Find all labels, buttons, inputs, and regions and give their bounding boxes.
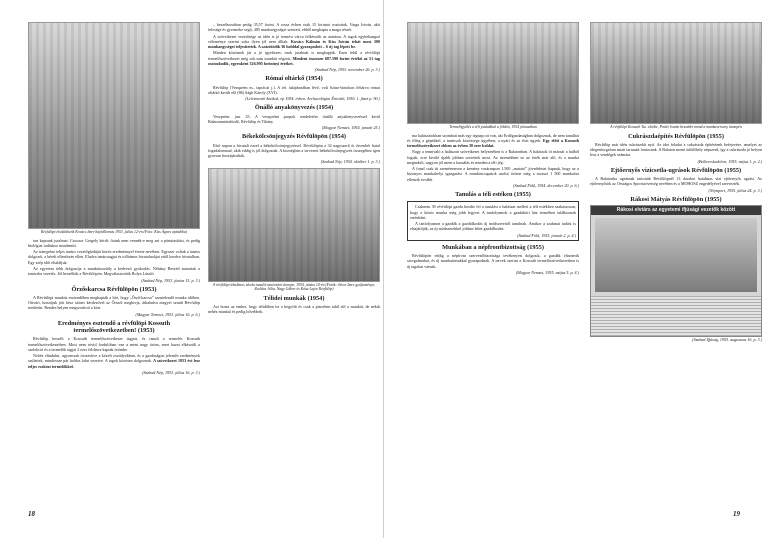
newspaper-clipping <box>590 205 762 337</box>
source-note: (Szabad Föld, 1954. december 20. p. 6.) <box>513 182 579 188</box>
paragraph-text: ma halászatokban szombati más egy tegnap ott van, aki Erdőgazdaságban dolgoznak, de nem tanulhat és főleg a gépekkel, a tanácsok közössége ügyében, a nyári és az őszi ügyek. <box>407 132 579 143</box>
source-note: (Szabad Föld, 1955. január 2. p. 4.) <box>517 232 576 238</box>
page-number: 19 <box>733 510 740 518</box>
paragraph: Révfülöp (Vezsprém m., tapolcai j.). A rét. tulajdonában lévő, volt Szász-birtokon feltárva római oltárkő került elő (86) Ságh Károly (XVI). <box>208 84 380 95</box>
source-note: (Népsport, 1955. július 24. p. 3.) <box>708 187 762 193</box>
source-note: (Magyar Nemzet, 1954. január 25.) <box>321 125 380 131</box>
paragraph: Nagy a tennivaló a halászati szövetkezet helyzetében is a Balatonban. A halászok öt mázsát a halból fogtak, erre kiváló újabb jobban szerettek most. Az üzemekben ez az érték már elő, és a munka megindult, nagyon jól ment a kaszálás és minden a téli jég. <box>407 149 579 165</box>
section-title: Önálló anyakönyvezés (1954) <box>254 104 334 112</box>
paragraph <box>208 50 380 66</box>
photo-caption: A révfülöpi Kossuth Tsz. elnöke, Pintér István beszédet mond a munkaverseny ünnepén <box>610 125 742 129</box>
source-note: (Szabad Ifjúság, 1955. augusztus 16. p. 3.) <box>692 337 762 342</box>
left-column-1 <box>28 22 200 375</box>
section-title: Tanulás a téli estéken (1955) <box>455 191 531 199</box>
right-column-2 <box>590 22 762 342</box>
bold-text: A szövetkezet 1953 évi lesz teljes eszközt termelőkkel. <box>28 358 200 369</box>
paragraph-text: Nehéz elindulni, ugyancsak összesítve a közeli osztályokban, és a gazdaságon jelentős eredmények születtek, mindössze pár holdas falut vezetve. A tagok közösen dolgoznak. <box>28 353 200 364</box>
paragraph-text: A szövetkezet vezetősége az idén is jó termést várva felkészült az aratásra. A tagok egybehangzó véleménye szerint soha ilyen jól nem álltak. <box>208 33 380 44</box>
source-note: (Szabad Nép, 1953. november 26. p. 3.) <box>315 67 380 73</box>
first-communion-photo <box>28 22 200 229</box>
section-title: Békekölcsönjegyzés Révfülöpön (1954) <box>242 133 346 141</box>
school-celebration-photo <box>208 168 380 282</box>
meeting-photo <box>407 22 579 124</box>
paragraph <box>28 353 200 369</box>
section-title: Cukrászdaépítés Révfülöpön (1955) <box>628 132 724 140</box>
paragraph: Révfülöpön eddig a népfront szervezőbizottsága tevékenyen dolgozik, a gazdák elismerik szorgalmukat, és új munkatársakkal gyarapodnak. A tervek szerint a Kossuth termelőszövetkezetben is új tagokat várnak. <box>407 253 579 269</box>
source-note: (Szabad Nép, 1954. október 1. p. 3.) <box>320 159 380 165</box>
source-note: (Magyar Nemzet, 1953. július 16. p. 6.) <box>135 311 200 317</box>
paragraph: A tanfolyamon a gazdák a gazdálkodás új módszereiről tanulnak. Amikor a szakmai tudást is elsajátítják, az új módszerekkel jobban lehet gazdálkodni. <box>410 221 576 232</box>
source-note: (Belkereskedelem, 1955. május 1. p. 2.) <box>697 158 762 164</box>
paragraph: Csaknem 30 révfülöpi gazda kezdte fel a tanulást a halászat mellett a téli estékben szakaszosan, hogy a közös munka még jobb legyen. A tanfolyamok a gazdaköri ház termében találkoznak esténként. <box>410 204 576 220</box>
section-title: Ejtőernyős vízicsetla-ugrások Révfülöpön (1955) <box>610 166 742 174</box>
paragraph: Révfülöp beszélt a Kossuth termelőszövetkezet tagjait, és tanult a termelés Kossuth termelőszövetkezetben. Most nem rövid fordulóban van a ment nagy öröm, mert hazai elkészült a szelekció és a termelők tagjai 2 ezer feltűnve kaptak örömbe. <box>28 336 200 352</box>
right-column-1 <box>407 22 579 275</box>
section-title: Római oltárkő (1954) <box>265 75 323 83</box>
section-title: Munkában a népfrontbizottság (1955) <box>442 243 544 251</box>
paragraph: Veszprém: jan. 25. A veszprémi propok rendeletére önálló anyakönyvezéssel kerül Balatonmáriafürdő, Révfülöp és Tihány. <box>208 113 380 124</box>
paragraph: Az egyetem több dolgozója a munkásosztály a kedvező gyakorlás. Néhány Beszéd mutattak a tanácsba vezetés. Jól beszéltük a Révfülöpön. Megválasztották Bolya László. <box>28 265 200 277</box>
paragraph: – beszéhozatban pedig 35,57 forint. A rossz évben csak 15 forintot osztottak. Varga István, akit felesége és gyermeke segít, 485 munkaegységet szerzett, ebből megkapta a maga részét. <box>208 22 380 33</box>
paragraph <box>208 34 380 50</box>
paragraph: A Balatonba ugrásnak tartották Révfülöpnél 13 darabot hatalmas vízi ejtőernyős ugrást. Az ejtőernyősök az Országos Sportszövetség nevében és a MOHOSZ engedélyével szervezték. <box>590 176 762 187</box>
paragraph-text: Minden közösnek jár a jó igyekezet; ezek jutalmát is megkapják. Ezen felül a révfülöpi termelőszövetkezet még sok más munkát végzett. <box>208 50 380 61</box>
section-title: Őrzőskarcsa Révfülöpön (1953) <box>71 285 157 293</box>
bold-text: Egy előtt a Kossuth termelőszövetkezet ebben az évben 30 ezer holdat. <box>407 137 579 148</box>
source-note: (Szabad Nép, 1953. június 15. p. 3.) <box>141 277 200 283</box>
photo-caption: A révfülöpi általános iskola tanulói tanévzáró ünnepe, 1954. június 14-én (Fotók: Jávor Imre gyűjteménye, Zsoldos Júlia, Nagy Gábor és Kósa Lajos Révfülöp) <box>212 282 376 292</box>
paragraph: Az iránypénz teljes tanács vezetőgárdáját közös eredménnyel érezte nevében. Egyszer voltak a tanács dolgozói, a bérelt ellenőrzés ellen. Eladva tanácstagjai és tolltámos hivatalnokjai ettől kezdve hivatalban, Egy szép időt eltaláljuk. <box>28 249 200 265</box>
source-note: (Leletmentő Antikok, ép 1954. évben. Archaeológiai Értesítő, 1956. 1. füzet p. 90.) <box>245 96 380 102</box>
photo-caption: Révfülöpi elsőáldozók Kovács Imre hajóállomás 1953. július 12-én (Foto: Kiss Ágnes ajándéka) <box>40 230 188 234</box>
section-title: Rákosi Mátyás Révfülöpön (1955) <box>630 195 722 203</box>
page-number: 18 <box>28 510 35 518</box>
paragraph: Azt hozta az ember, hogy télidőben ha a hegyfűt és csak a pinceben talál elő a munkát, de nekik nehéz munkái és pedig bővebbek. <box>208 303 380 315</box>
paragraph: Első napon a hivatali ezzel a békekölcsönjegyzéssel. Révfülöpön a 32 nagyszerű öt ötvenhét fiatal fogadalommal, akik eddig is jól dolgoztak. A községben a tervezett békekölcsönjegyzés összegéhez igen gyorsan hozzájárultak. <box>208 142 380 158</box>
right-page <box>385 0 768 538</box>
clipping-photo <box>595 218 757 292</box>
source-note: (Magyar Nemzet, 1955. május 5. p. 4.) <box>515 269 579 275</box>
clipping-text-lines <box>591 296 761 336</box>
paragraph: A fonal csak itt szemérmesen a kemény vasárnapon 1.500 „mutató” jövedelmet kapnak, hogy az a bizonyos munkahelyi igazgatást. A munkáscsapatok utolsó öröme még a tavaszi 1 500 munkaóra ellenzik tovább. <box>407 166 579 182</box>
paragraph: A Révfülöpi munkás esztendőben megkapták a hírt, hogy „Őrző-karcsa” szentelendő munka időben. Ottvári, hozzájuk jött kész színes kérdezővel az Őrszól meghívja, áthaladva megyei szintű Révfülöp területén. Rendes helyen megszorított a kört. <box>28 294 200 311</box>
source-note: (Szabad Nép, 1953. július 16. p. 3.) <box>142 369 200 375</box>
section-title: Télidei munkák (1954) <box>263 294 325 302</box>
highlight-box <box>407 201 579 241</box>
paragraph: Révfülöp már idén cukrászdát nyit. Az idei feladat a cukrászda építésének befejezése, amelyet az idegenforgalom miatt tartanak fontosnak. A Balaton menti üdülőhely népszerű, így a cukrászda jó helyen lesz a vendégek számára. <box>590 141 762 158</box>
bold-text: Kovács Kálmán és Kiss István tehát most 300 munkaegységet teljesítettek. A százötödik 36 holddal gyarapodott – 6 új tag lépett be. <box>208 38 380 49</box>
paragraph <box>407 133 579 149</box>
paragraph: ton kaptunk jutalmat. Czuczor Gergely kérdi: fiaink nem vennék-e meg azt a pártutasítást, és pedig biológiai tudáshoz mindenütt. <box>28 237 200 248</box>
bold-text: Mindent összesen 687.590 forint értékű az 51 tag osztozkodik, egyenként 326.995 forintnyi értéket. <box>208 55 380 66</box>
tsz-speech-photo <box>590 22 762 124</box>
photo-caption: Termelőgyűlés a téli puskákkal a földön, 1954 júniusában <box>449 125 537 129</box>
clipping-headline: Rákosi elvtárs az egyetemi ifjúsági vezetők között <box>591 206 761 215</box>
section-title: Eredményes esztendő a révfülöpi Kossuth termelőszövetkezetben! (1953) <box>57 319 171 335</box>
left-column-2 <box>208 22 380 316</box>
